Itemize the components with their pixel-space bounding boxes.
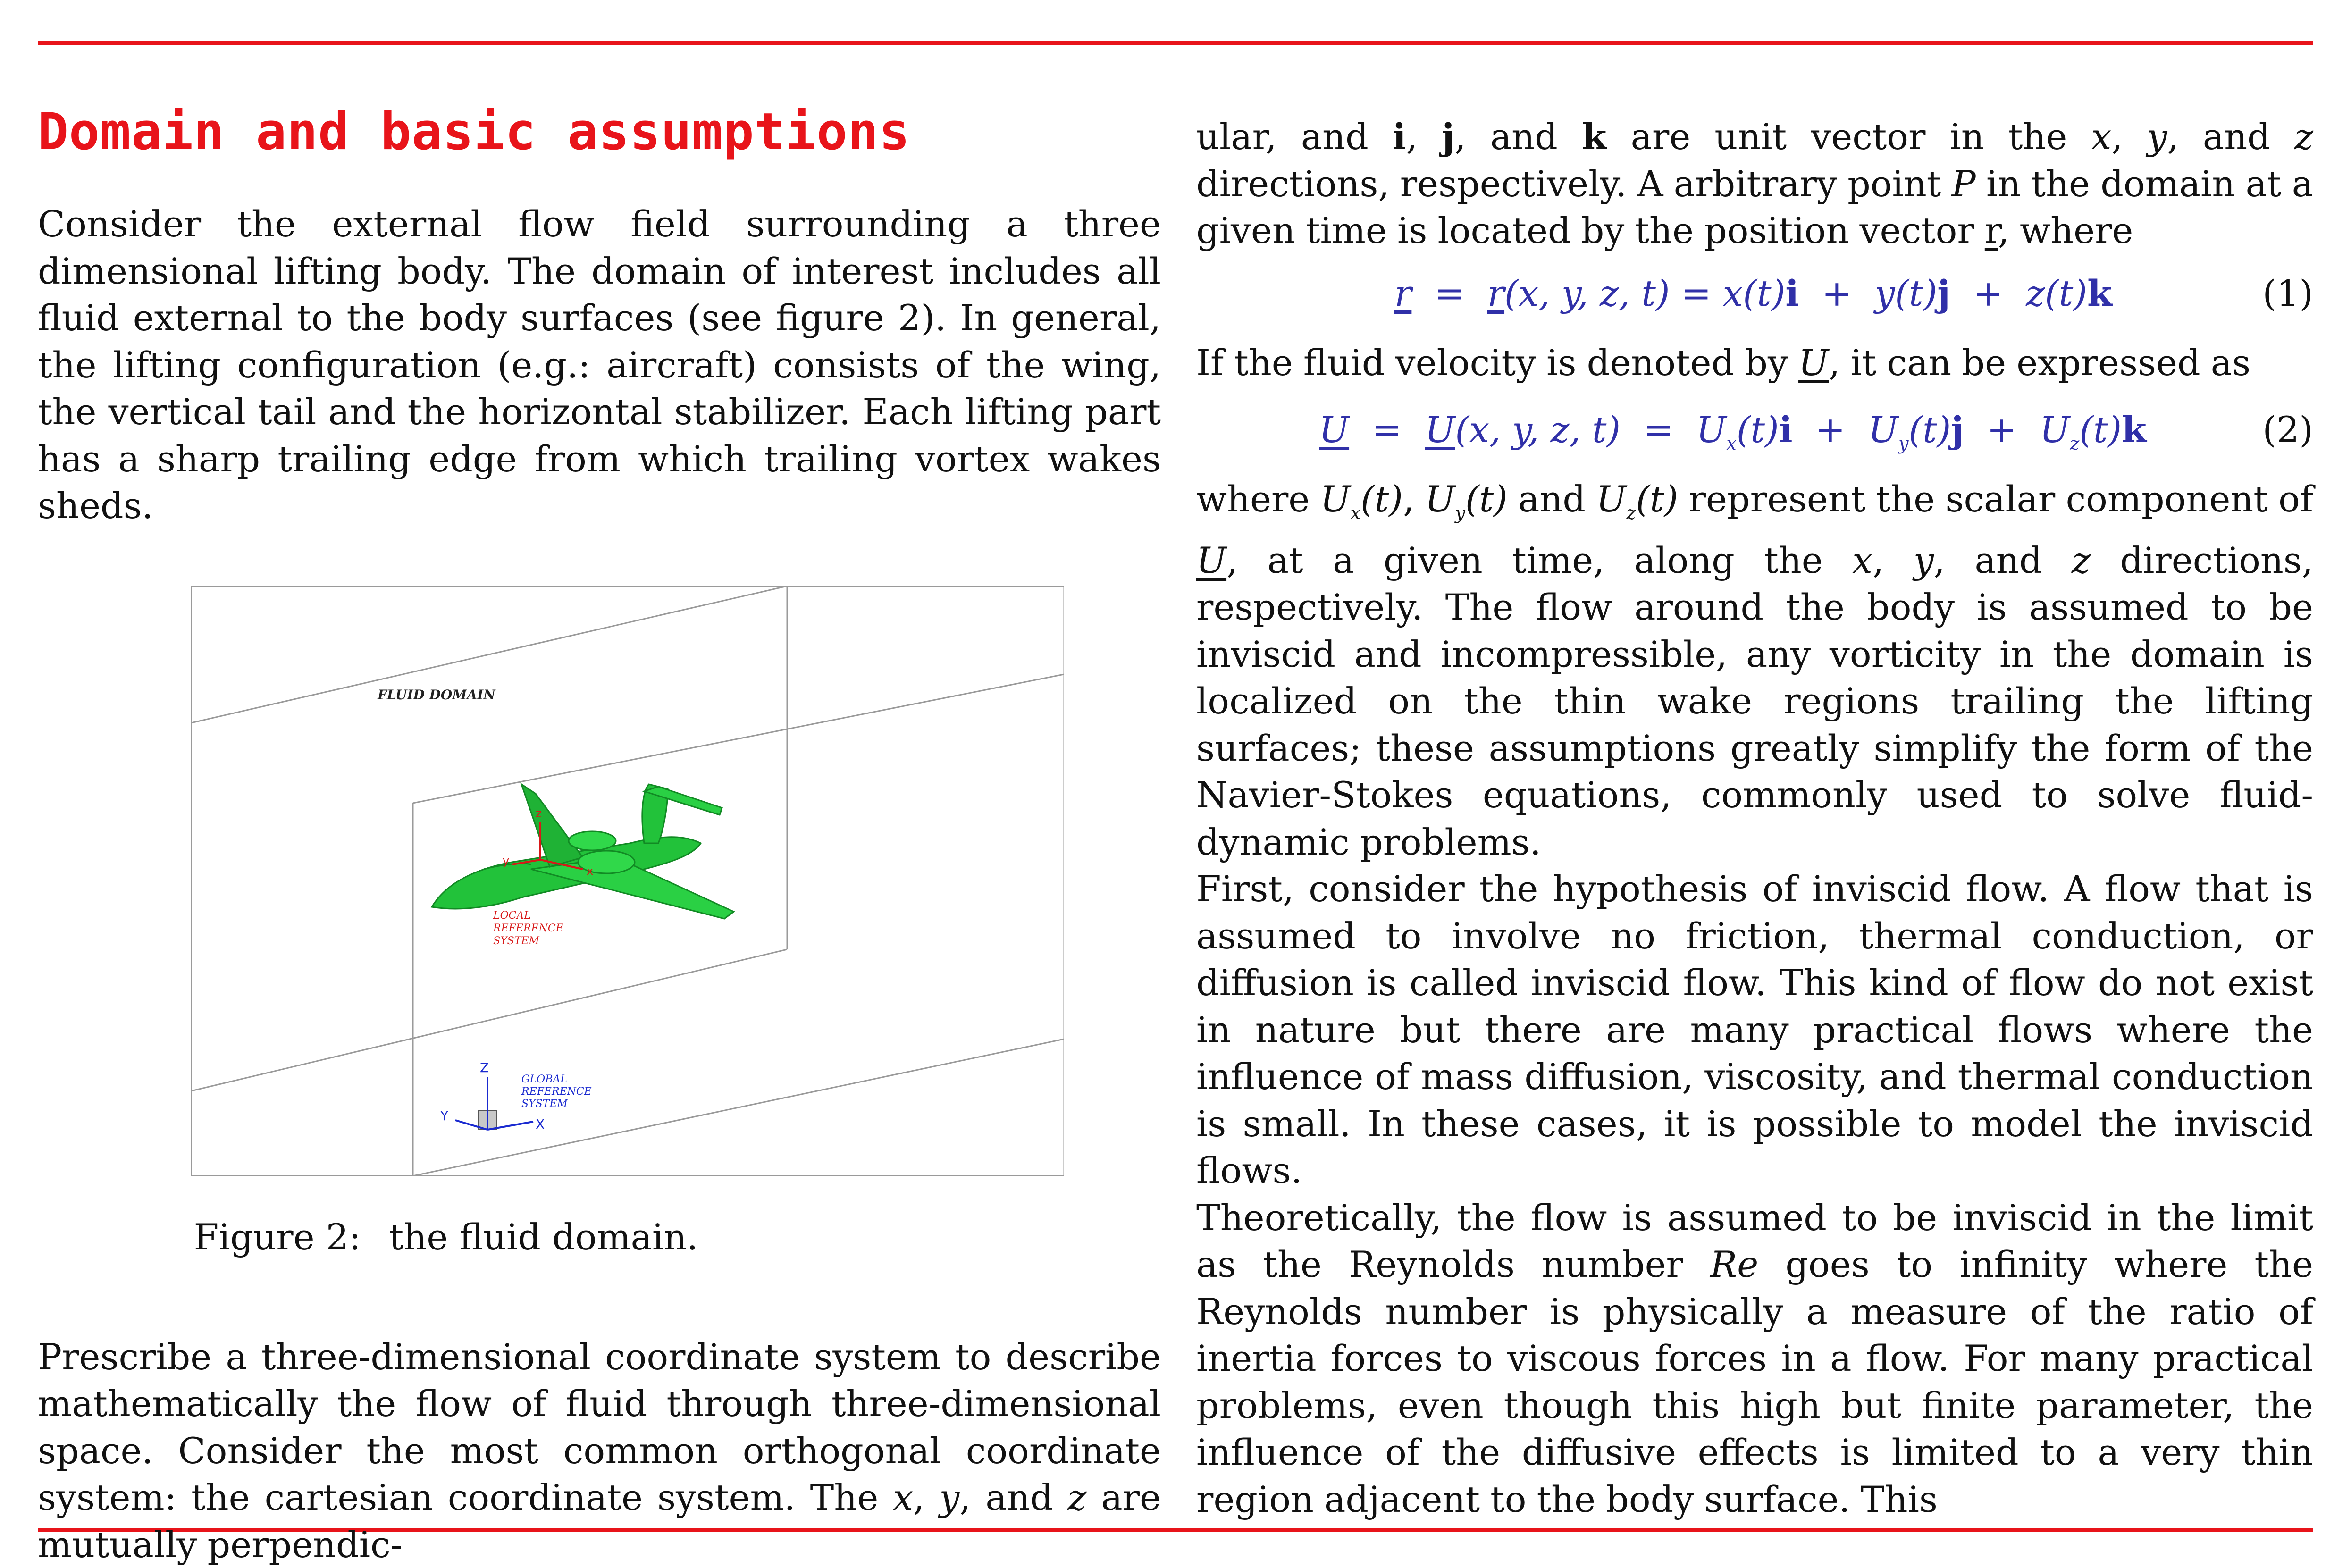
right-column <box>1196 113 2313 1523</box>
reynolds-paragraph: Theoretically, the flow is assumed to be inviscid in the limit as the Reynolds number Re goes to infinity where the Reynolds number is physically a measure of the ratio of inertia forces to viscous forces in a flow. For many practical problems, even though this high but finite parameter, the influence of the diffusive effects is limited to a very thin region adjacent to the body surface. This <box>1196 1194 2313 1523</box>
left-column <box>38 99 1161 1568</box>
global-x-label: X <box>536 1116 545 1132</box>
local-x-label: x <box>587 864 593 878</box>
velocity-paragraph: If the fluid velocity is denoted by U, it can be expressed as <box>1196 339 2313 386</box>
figure-caption-text: the fluid domain. <box>389 1216 698 1258</box>
svg-text:SYSTEM: SYSTEM <box>493 935 539 947</box>
intro-paragraph: Consider the external flow field surrounding a three dimensional lifting body. The domain of interest includes all fluid external to the body surfaces (see figure 2). In general, the lifting configuration (e.g.: aircraft) consists of the wing, the vertical tail and the horizontal stabilizer. Each lifting part has a sharp trailing edge from which trailing vortex wakes sheds. <box>38 201 1161 529</box>
unit-vector-paragraph: ular, and i, j, and k are unit vector in the x, y, and z directions, respectively. A arbitrary point P in the domain at a given time is located by the position vector r, where <box>1196 113 2313 254</box>
figure-caption <box>0 1214 1008 1260</box>
global-ref-label <box>521 1073 592 1110</box>
svg-text:LOCAL: LOCAL <box>493 910 531 922</box>
assumptions-paragraph: where $U_x(t)$, $U_y(t)$ and $U_z(t)$ represent the scalar component of U, at a given time, along the x, y, and z directions, respectively. The flow around the body is assumed to be inviscid and incompressible, any vorticity in the domain is localized on the thin wake regions trailing the lifting surfaces; these assumptions greatly simplify the form of the Navier-Stokes equations, commonly used to solve fluid-dynamic problems. <box>1196 476 2313 865</box>
svg-text:SYSTEM: SYSTEM <box>521 1098 568 1110</box>
inviscid-paragraph: First, consider the hypothesis of inviscid flow. A flow that is assumed to involve no friction, thermal conduction, or diffusion is called inviscid flow. This kind of flow do not exist in nature but there are many practical flows where the influence of mass diffusion, viscosity, and thermal conduction is small. In these cases, it is possible to model the inviscid flows. <box>1196 865 2313 1194</box>
local-ref-label <box>493 910 563 947</box>
equation-1: r = r(x, y, z, t) = x(t)i + y(t)j + z(t)k (1) <box>1196 254 2313 330</box>
equation-1-number: (1) <box>2262 272 2313 314</box>
local-y-label: y <box>503 854 509 867</box>
global-z-label: Z <box>480 1060 489 1075</box>
local-z-label: z <box>536 807 542 820</box>
coordinate-paragraph: Prescribe a three-dimensional coordinate system to describe mathematically the flow of fluid through three-dimensional space. Consider the most common orthogonal coordinate system: the cartesian coordinate system. The x, y, and z are mutually perpendic- <box>38 1333 1161 1568</box>
equation-2: U = U(x, y, z, $t) = U_x(t)i + U_y(t)j + U_z(t)k$ (2) <box>1196 391 2313 466</box>
section-title: Domain and basic assumptions <box>38 99 1161 165</box>
svg-text:REFERENCE: REFERENCE <box>493 922 563 934</box>
figure-2 <box>191 586 1064 1176</box>
fluid-domain-label: FLUID DOMAIN <box>377 687 496 703</box>
top-rule <box>38 41 2313 45</box>
figure-caption-label: Figure 2: <box>194 1216 361 1258</box>
global-y-label: Y <box>440 1108 449 1124</box>
fluid-domain-figure <box>191 586 1064 1176</box>
aircraft <box>432 784 734 919</box>
svg-text:REFERENCE: REFERENCE <box>521 1086 592 1098</box>
svg-text:GLOBAL: GLOBAL <box>521 1073 567 1085</box>
equation-2-number: (2) <box>2262 409 2313 451</box>
